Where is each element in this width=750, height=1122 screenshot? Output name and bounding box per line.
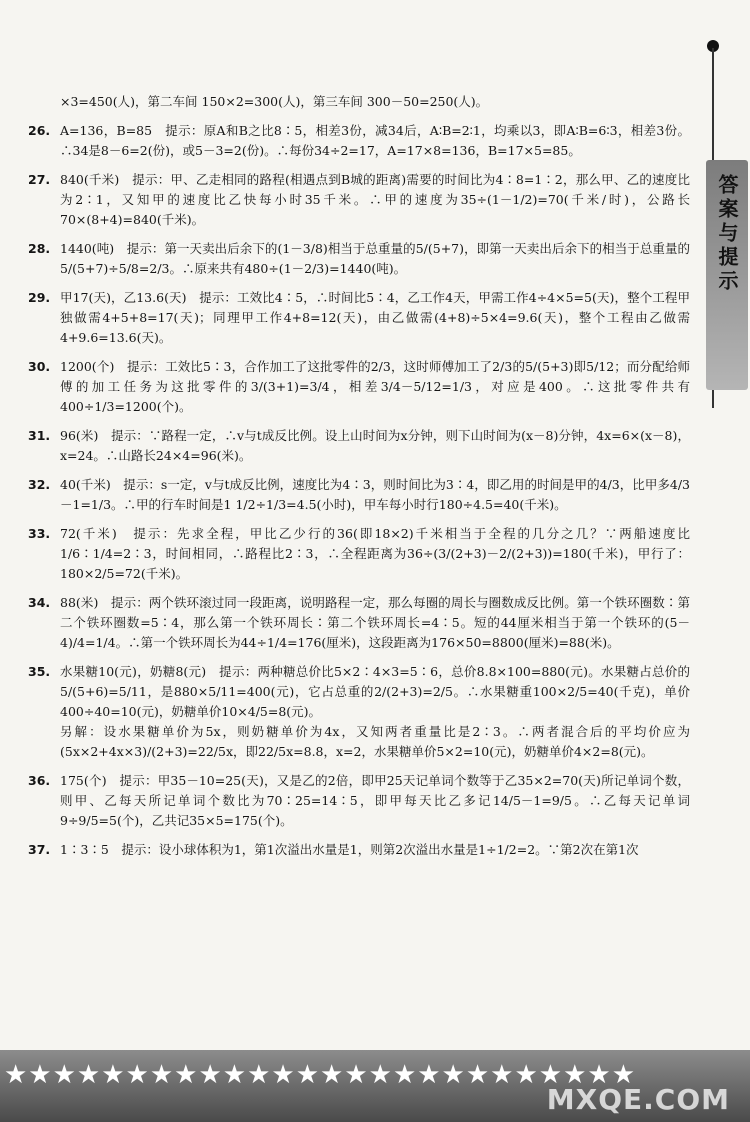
answer-text: 72(千米) 提示：先求全程，甲比乙少行的36(即18×2)千米相当于全程的几分之几？∵两船速度比1/6∶1/4=2∶3，时间相同，∴路程比2∶3，∴全程距离为36÷(3/(2+3)－2/(2+3))=180(千米)，甲行了：180×2/5=72(千米)。: [60, 526, 690, 581]
answer-text: 175(个) 提示：甲35－10=25(天)，又是乙的2倍，即甲25天记单词个数等于乙35×2=70(天)所记单词个数，则甲、乙每天所记单词个数比为70∶25=14∶5，即甲每天比乙多记14/5－1=9/5。∴乙每天记单词9÷9/5=5(个)，乙共记35×5=175(个)。: [60, 773, 690, 828]
answer-number: 37.: [28, 842, 51, 857]
answer-number: 31.: [28, 428, 51, 443]
alternative-solution: 另解：设水果糖单价为5x，则奶糖单价为4x，又知两者重量比是2∶3。∴两者混合后的平均价应为(5x×2+4x×3)/(2+3)=22/5x，即22/5x=8.8，x=2，水果糖单价5×2=10(元)，奶糖单价4×2=8(元)。: [60, 724, 690, 759]
answer-text: 水果糖10(元)，奶糖8(元) 提示：两种糖总价比5×2∶4×3=5∶6，总价8.8×100=880(元)。水果糖占总价的5/(5+6)=5/11，是880×5/11=400(元)，它占总重的2/(2+3)=2/5。∴水果糖重100×2/5=40(千克)，单价400÷40=10(元)，奶糖单价10×4/5=8(元)。: [60, 664, 690, 719]
answer-number: 27.: [28, 172, 51, 187]
section-tab: [706, 160, 748, 390]
answer-number: 36.: [28, 773, 51, 788]
answer-text: 1∶3∶5 提示：设小球体积为1，第1次溢出水量是1，则第2次溢出水量是1÷1/2=2。∵第2次在第1次: [60, 842, 639, 857]
answer-text: 88(米) 提示：两个铁环滚过同一段距离，说明路程一定，那么每圈的周长与圈数成反比例。第一个铁环圈数∶第二个铁环圈数=5∶4，那么第一个铁环周长∶第二个铁环周长=4∶5。短的44厘米相当于第一个铁环的(5－4)/4=1/4。∴第一个铁环周长为44÷1/4=176(厘米)，这段距离为176×50=8800(厘米)=88(米)。: [60, 595, 690, 650]
section-tab-label: 答案与提示: [715, 174, 739, 294]
answer-number: 32.: [28, 477, 51, 492]
answer-number: 34.: [28, 595, 51, 610]
watermark: MXQE.COM: [546, 1083, 730, 1116]
answer-item-37: [28, 840, 690, 860]
answer-number: 30.: [28, 359, 51, 374]
answer-text: 840(千米) 提示：甲、乙走相同的路程(相遇点到B城的距离)需要的时间比为4∶8=1∶2，那么甲、乙的速度比为2∶1，又知甲的速度比乙快每小时35千米。∴甲的速度为35÷(1－1/2)=70(千米/时)，公路长70×(8+4)=840(千米)。: [60, 172, 690, 227]
answer-item-32: [28, 475, 690, 515]
side-tab: [702, 0, 750, 410]
answer-text: A=136，B=85 提示：原A和B之比8∶5，相差3份，减34后，A∶B=2∶1，均乘以3，即A∶B=6∶3，相差3份。∴34是8－6=2(份)，或5－3=2(份)。∴每份34÷2=17，A=17×8=136，B=17×5=85。: [60, 123, 690, 158]
answer-text: 1440(吨) 提示：第一天卖出后余下的(1－3/8)相当于总重量的5/(5+7)，即第一天卖出后余下的相当于总重量的5/(5+7)÷5/8=2/3。∴原来共有480÷(1－2/3)=1440(吨)。: [60, 241, 690, 276]
answer-item-30: [28, 357, 690, 417]
answer-item-35: [28, 662, 690, 762]
answer-item-29: [28, 288, 690, 348]
answer-text: 1200(个) 提示：工效比5∶3，合作加工了这批零件的2/3，这时师傅加工了2/3的5/(5+3)即5/12；而分配给师傅的加工任务为这批零件的3/(3+1)=3/4，相差3/4－5/12=1/3，对应是400。∴这批零件共有400÷1/3=1200(个)。: [60, 359, 690, 414]
intro-line: [28, 92, 690, 112]
intro-text: ×3=450(人)，第二车间 150×2=300(人)，第三车间 300－50=250(人)。: [60, 94, 489, 109]
answer-text: 40(千米) 提示：s一定，v与t成反比例，速度比为4∶3，则时间比为3∶4，即乙用的时间是甲的4/3，比甲多4/3－1=1/3。∴甲的行车时间是1 1/2÷1/3=4.5(小时)，甲车每小时行180÷4.5=40(千米)。: [60, 477, 690, 512]
answer-text: 96(米) 提示：∵路程一定，∴v与t成反比例。设上山时间为x分钟，则下山时间为(x－8)分钟，4x=6×(x－8)，x=24。∴山路长24×4=96(米)。: [60, 428, 690, 463]
answer-number: 26.: [28, 123, 51, 138]
answer-number: 33.: [28, 526, 51, 541]
answer-item-27: [28, 170, 690, 230]
answer-item-33: [28, 524, 690, 584]
answer-item-34: [28, 593, 690, 653]
answer-number: 28.: [28, 241, 51, 256]
star-row-icon: ★★★★★★★★★★★★★★★★★★★★★★★★★★: [4, 1060, 637, 1090]
answer-number: 35.: [28, 664, 51, 679]
footer-band: [0, 1050, 750, 1122]
answer-item-26: [28, 121, 690, 161]
answer-item-36: [28, 771, 690, 831]
answer-number: 29.: [28, 290, 51, 305]
answer-item-31: [28, 426, 690, 466]
answer-text: 甲17(天)，乙13.6(天) 提示：工效比4∶5，∴时间比5∶4，乙工作4天，甲需工作4÷4×5=5(天)，整个工程甲独做需4+5+8=17(天)；同理甲工作4+8=12(天)，由乙做需(4+8)÷5×4=9.6(天)，整个工程由乙做需4+9.6=13.6(天)。: [60, 290, 690, 345]
answer-item-28: [28, 239, 690, 279]
answers-content: [28, 92, 690, 869]
